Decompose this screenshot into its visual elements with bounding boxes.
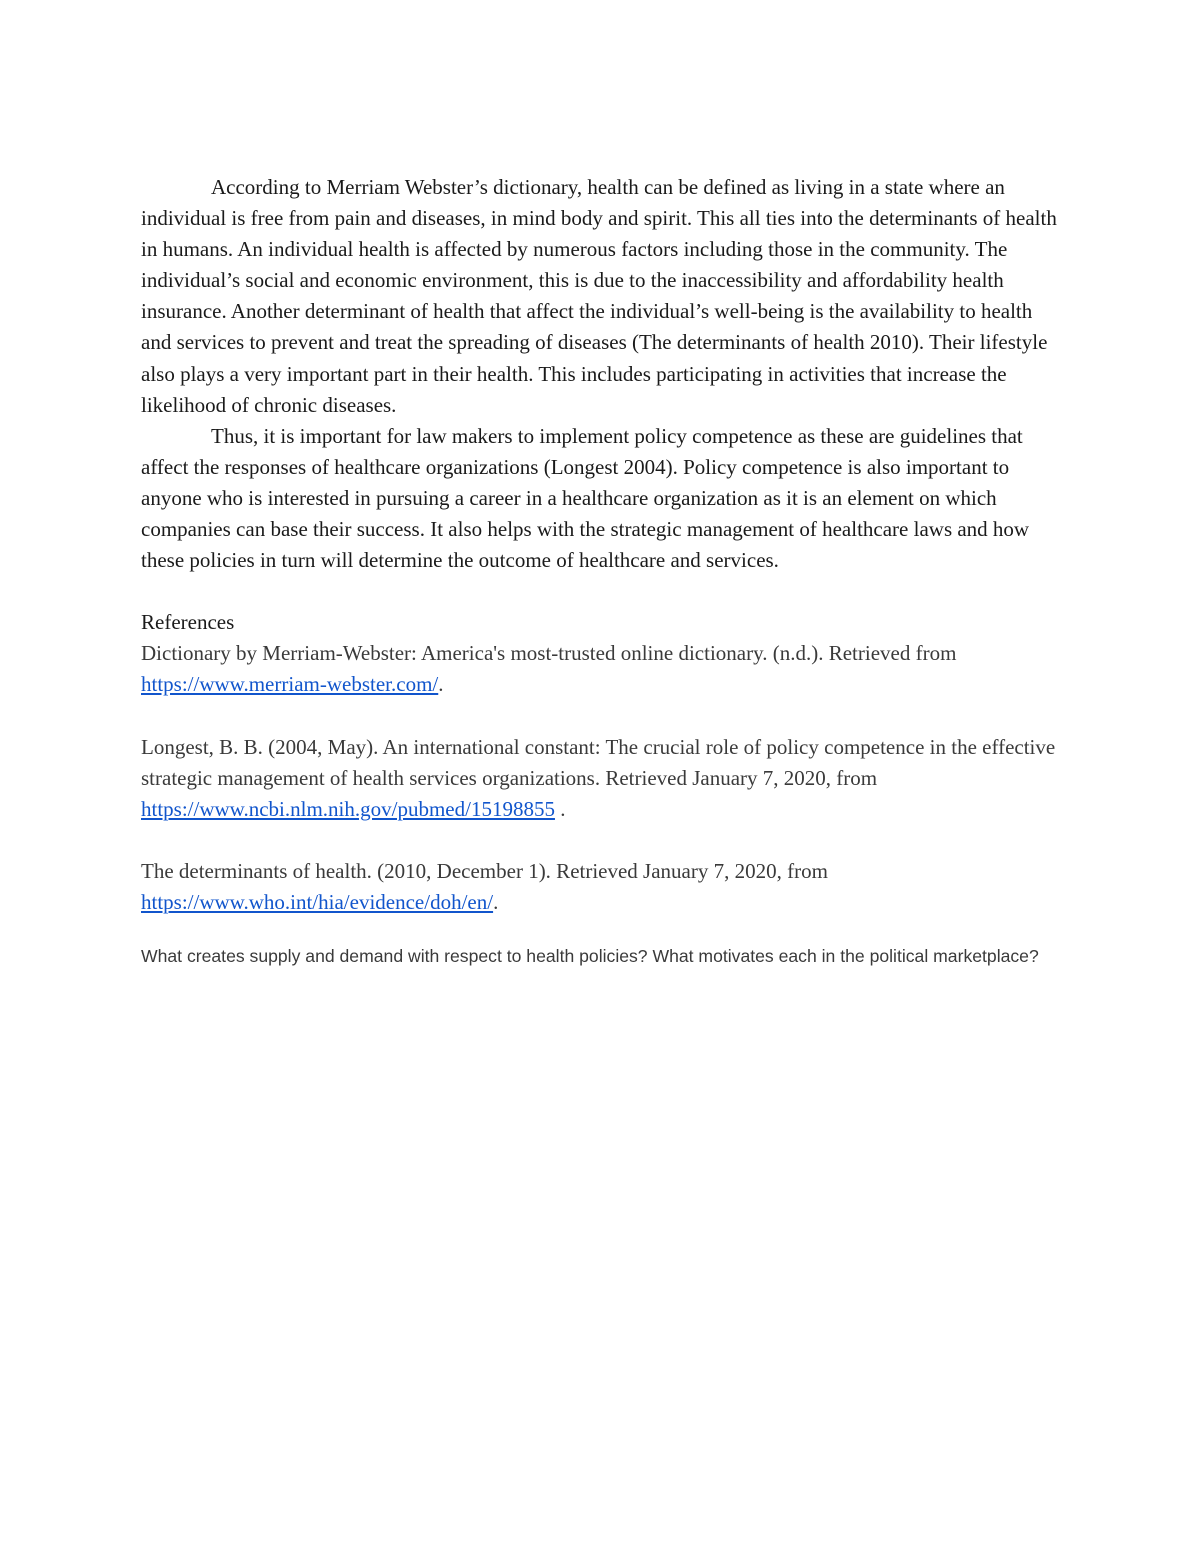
reference-text: The determinants of health. (2010, December 1). Retrieved January 7, 2020, from: [141, 858, 828, 883]
document-body: [141, 172, 1066, 969]
references-heading: References: [141, 610, 235, 635]
discussion-question: What creates supply and demand with respect to health policies? What motivates each in the political marketplace?: [141, 945, 1039, 966]
body-paragraph-1: According to Merriam Webster’s dictionary, health can be defined as living in a state where an individual is free from pain and diseases, in mind body and spirit. This all ties into the determinants of health in humans. An individual health is affected by numerous factors including those in the community. The individual’s social and economic environment, this is due to the inaccessibility and affordability health insurance. Another determinant of health that affect the individual’s well-being is the availability to health and services to prevent and treat the spreading of diseases (The determinants of health 2010). Their lifestyle also plays a very important part in their health. This includes participating in activities that increase the likelihood of chronic diseases.: [141, 175, 1057, 417]
reference-suffix: .: [554, 796, 566, 821]
reference-text: Dictionary by Merriam-Webster: America's most-trusted online dictionary. (n.d.). Retrieved from: [141, 641, 957, 666]
reference-suffix: .: [493, 889, 499, 914]
reference-item-3: [141, 856, 1066, 918]
reference-suffix: .: [438, 672, 444, 697]
reference-item-1: [141, 638, 1066, 700]
reference-text: Longest, B. B. (2004, May). An international constant: The crucial role of policy competence in the effective strategic management of health services organizations. Retrieved January 7, 2020, from: [141, 734, 1056, 790]
reference-link-ncbi[interactable]: https://www.ncbi.nlm.nih.gov/pubmed/15198855: [141, 796, 555, 821]
reference-link-merriam-webster[interactable]: https://www.merriam-webster.com/: [141, 672, 439, 697]
body-paragraph-2: Thus, it is important for law makers to implement policy competence as these are guidelines that affect the responses of healthcare organizations (Longest 2004). Policy competence is also important to anyone who is interested in pursuing a career in a healthcare organization as it is an element on which companies can base their success. It also helps with the strategic management of healthcare laws and how these policies in turn will determine the outcome of healthcare and services.: [141, 423, 1030, 573]
reference-item-2: [141, 732, 1066, 825]
reference-link-who[interactable]: https://www.who.int/hia/evidence/doh/en/: [141, 889, 494, 914]
